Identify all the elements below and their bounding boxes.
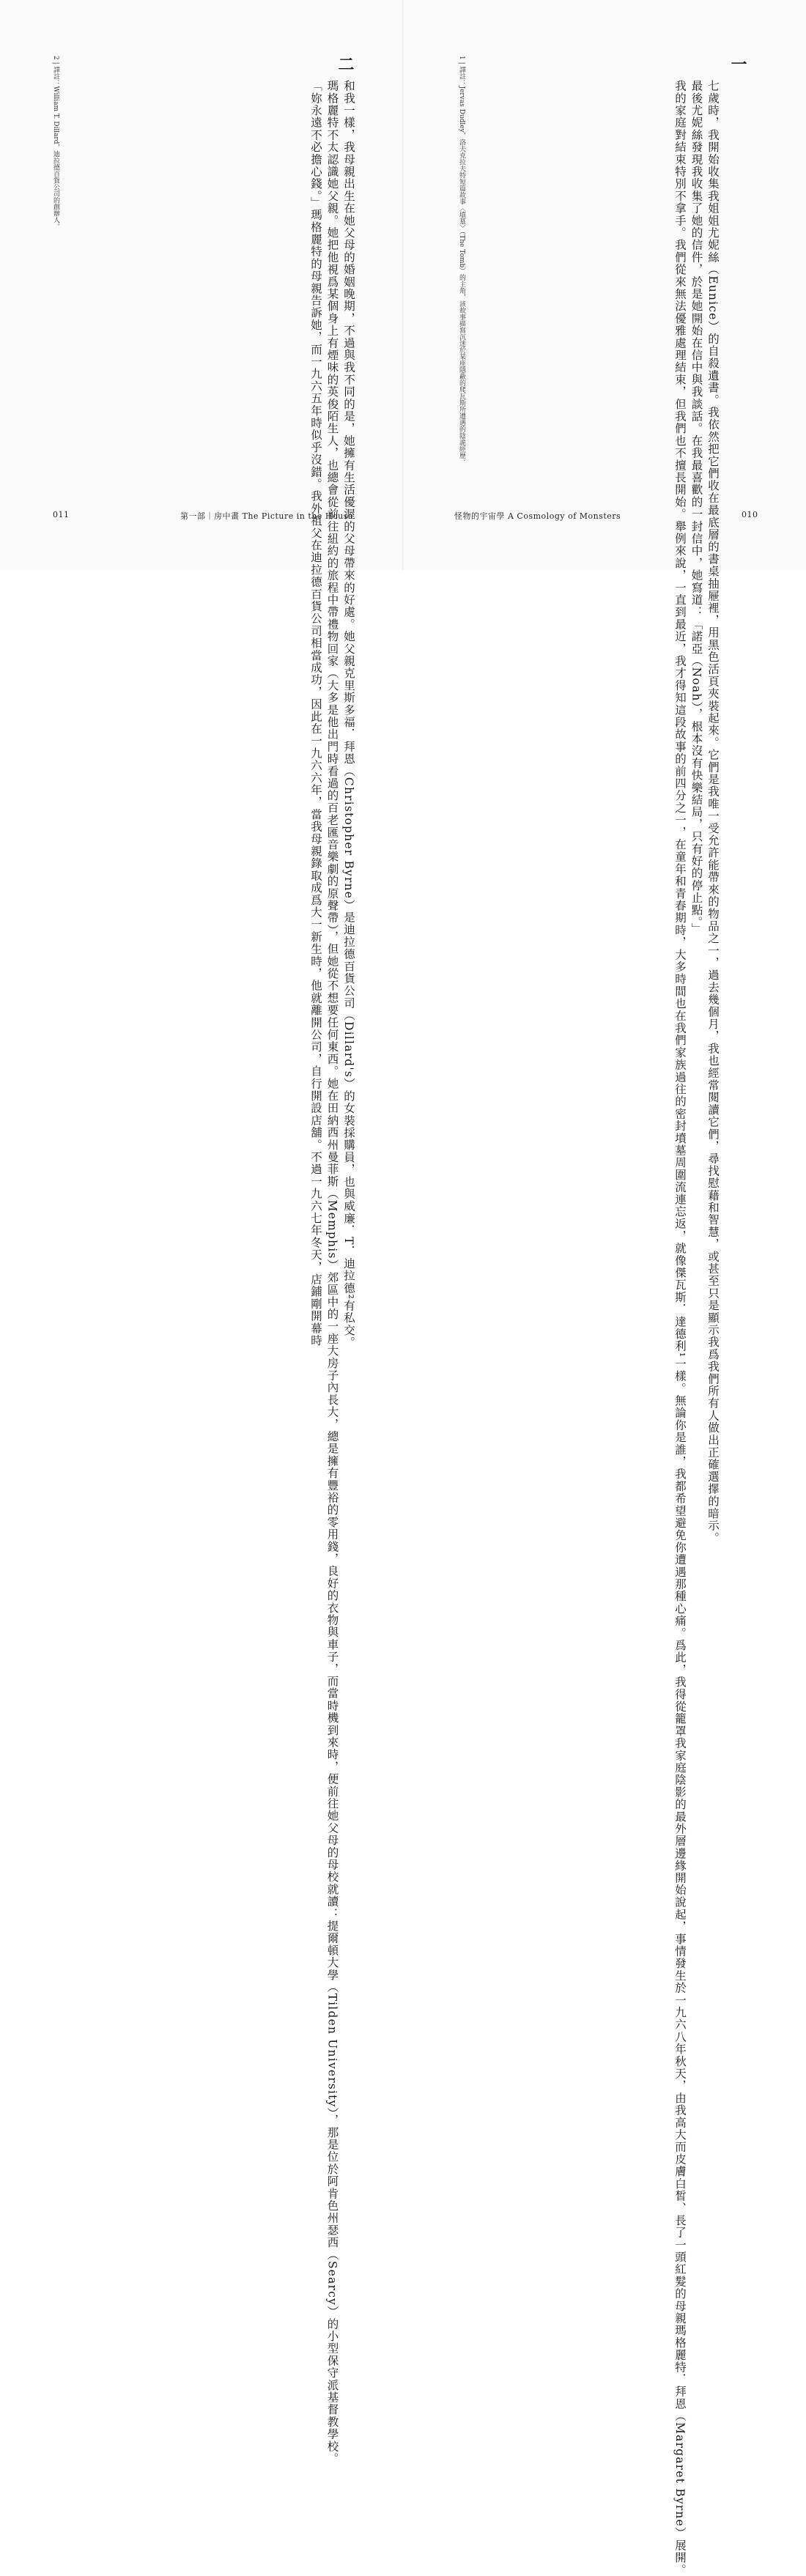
- footnote: 2 | 譯註：William T. Dillard，迪拉德百貨公司的創辦人。: [52, 56, 59, 230]
- paragraph: 和我一樣，我母親出生在她父母的婚姻晚期，不過與我不同的是，她擁有生活優渥的父母帶來的好處。她父親克里斯多福．拜恩（Christopher Byrne）是迪拉德百貨公司（Dillard's）的女裝採購員，也與威廉．T．迪拉德²有私交。: [342, 80, 355, 1349]
- paragraph: 七歲時，我開始收集我姐姐尤妮絲（Eunice）的自殺遺書。我依然把它們收在最底層的書桌抽屜裡，用黑色活頁夾裝起來。它們是我唯一受允許能帶來的物品之一，過去幾個月，我也經常閱讀它們，尋找慰藉和智慧，或甚至只是顯示我爲我們所有人做出正確選擇的暗示。: [706, 80, 720, 1544]
- running-head: 怪物的宇宙學 A Cosmology of Monsters: [454, 511, 621, 521]
- page-number: 010: [742, 510, 758, 519]
- paragraph: 最後尤妮絲發現我收集了她的信件，於是她開始在信中與我談話。在我最喜歡的一封信中，她寫道：「諾亞（Noah），根本沒有快樂結局，只有好的停止點。」: [689, 80, 703, 936]
- running-head: 第一部｜房中畫 The Picture in the House: [180, 511, 353, 521]
- paragraph: 我的家庭對結束特別不拿手。我們從來無法優雅處理結束，但我們也不擅長開始。舉例來說，一直到最近，我才得知這段故事的前四分之一，在童年和青春期時，大多時間也在我們家族過往的密封墳墓周圍流連忘返，就像傑瓦斯．達德利¹一樣。無論你是誰，我都希望避免你遭遇那種心痛。爲此，我得從籠罩我家庭陰影的最外層邊緣開始說起，事情發生於一九六八年秋天，由我高大而皮膚白皙、長了一頭紅髮的母親瑪格麗特．拜恩（Margaret Byrne）展開。: [673, 80, 687, 2576]
- page-number: 011: [53, 510, 70, 519]
- section-heading: 一: [728, 56, 747, 75]
- footnote: 1 | 譯註：Jervas Dudley，洛夫克拉夫特短篇故事〈墳墓〉（The Tomb）的主角，該故事描寫沉迷於某座隱蔽的爬瓦斯所遭遇的陰詭經歷。: [458, 56, 465, 466]
- left-page: [0, 0, 403, 2465]
- paragraph: 瑪格麗特不太認識她父親。她把他視爲某個身上有煙味的英俊陌生人，也總會從前往紐約的旅程中帶禮物回家（大多是他出門時看過的百老匯音樂劇的原聲帶），但她從不想要任何東西。她在田納西州曼菲斯（Memphis）郊區中的一座大房子內長大，總是擁有豐裕的零用錢，良好的衣物與車子，而當時機到來時，便前往她父母的母校就讀：提爾頓大學（Tilden University），那是位於阿肯色州瑟西（Searcy）的小型保守派基督教學校。: [325, 80, 339, 2465]
- section-heading: 二: [336, 56, 355, 75]
- right-page: [403, 0, 806, 2576]
- paragraph: 「妳永遠不必擔心錢。」瑪格麗特的母親告訴她，而一九六五年時似乎沒錯。我外祖父在迪拉德百貨公司相當成功，因此在一九六六年，當我母親錄取成爲大一新生時，他就離開公司，自行開設店舖。不過一九六七年冬天，店鋪剛開幕時: [309, 80, 322, 1347]
